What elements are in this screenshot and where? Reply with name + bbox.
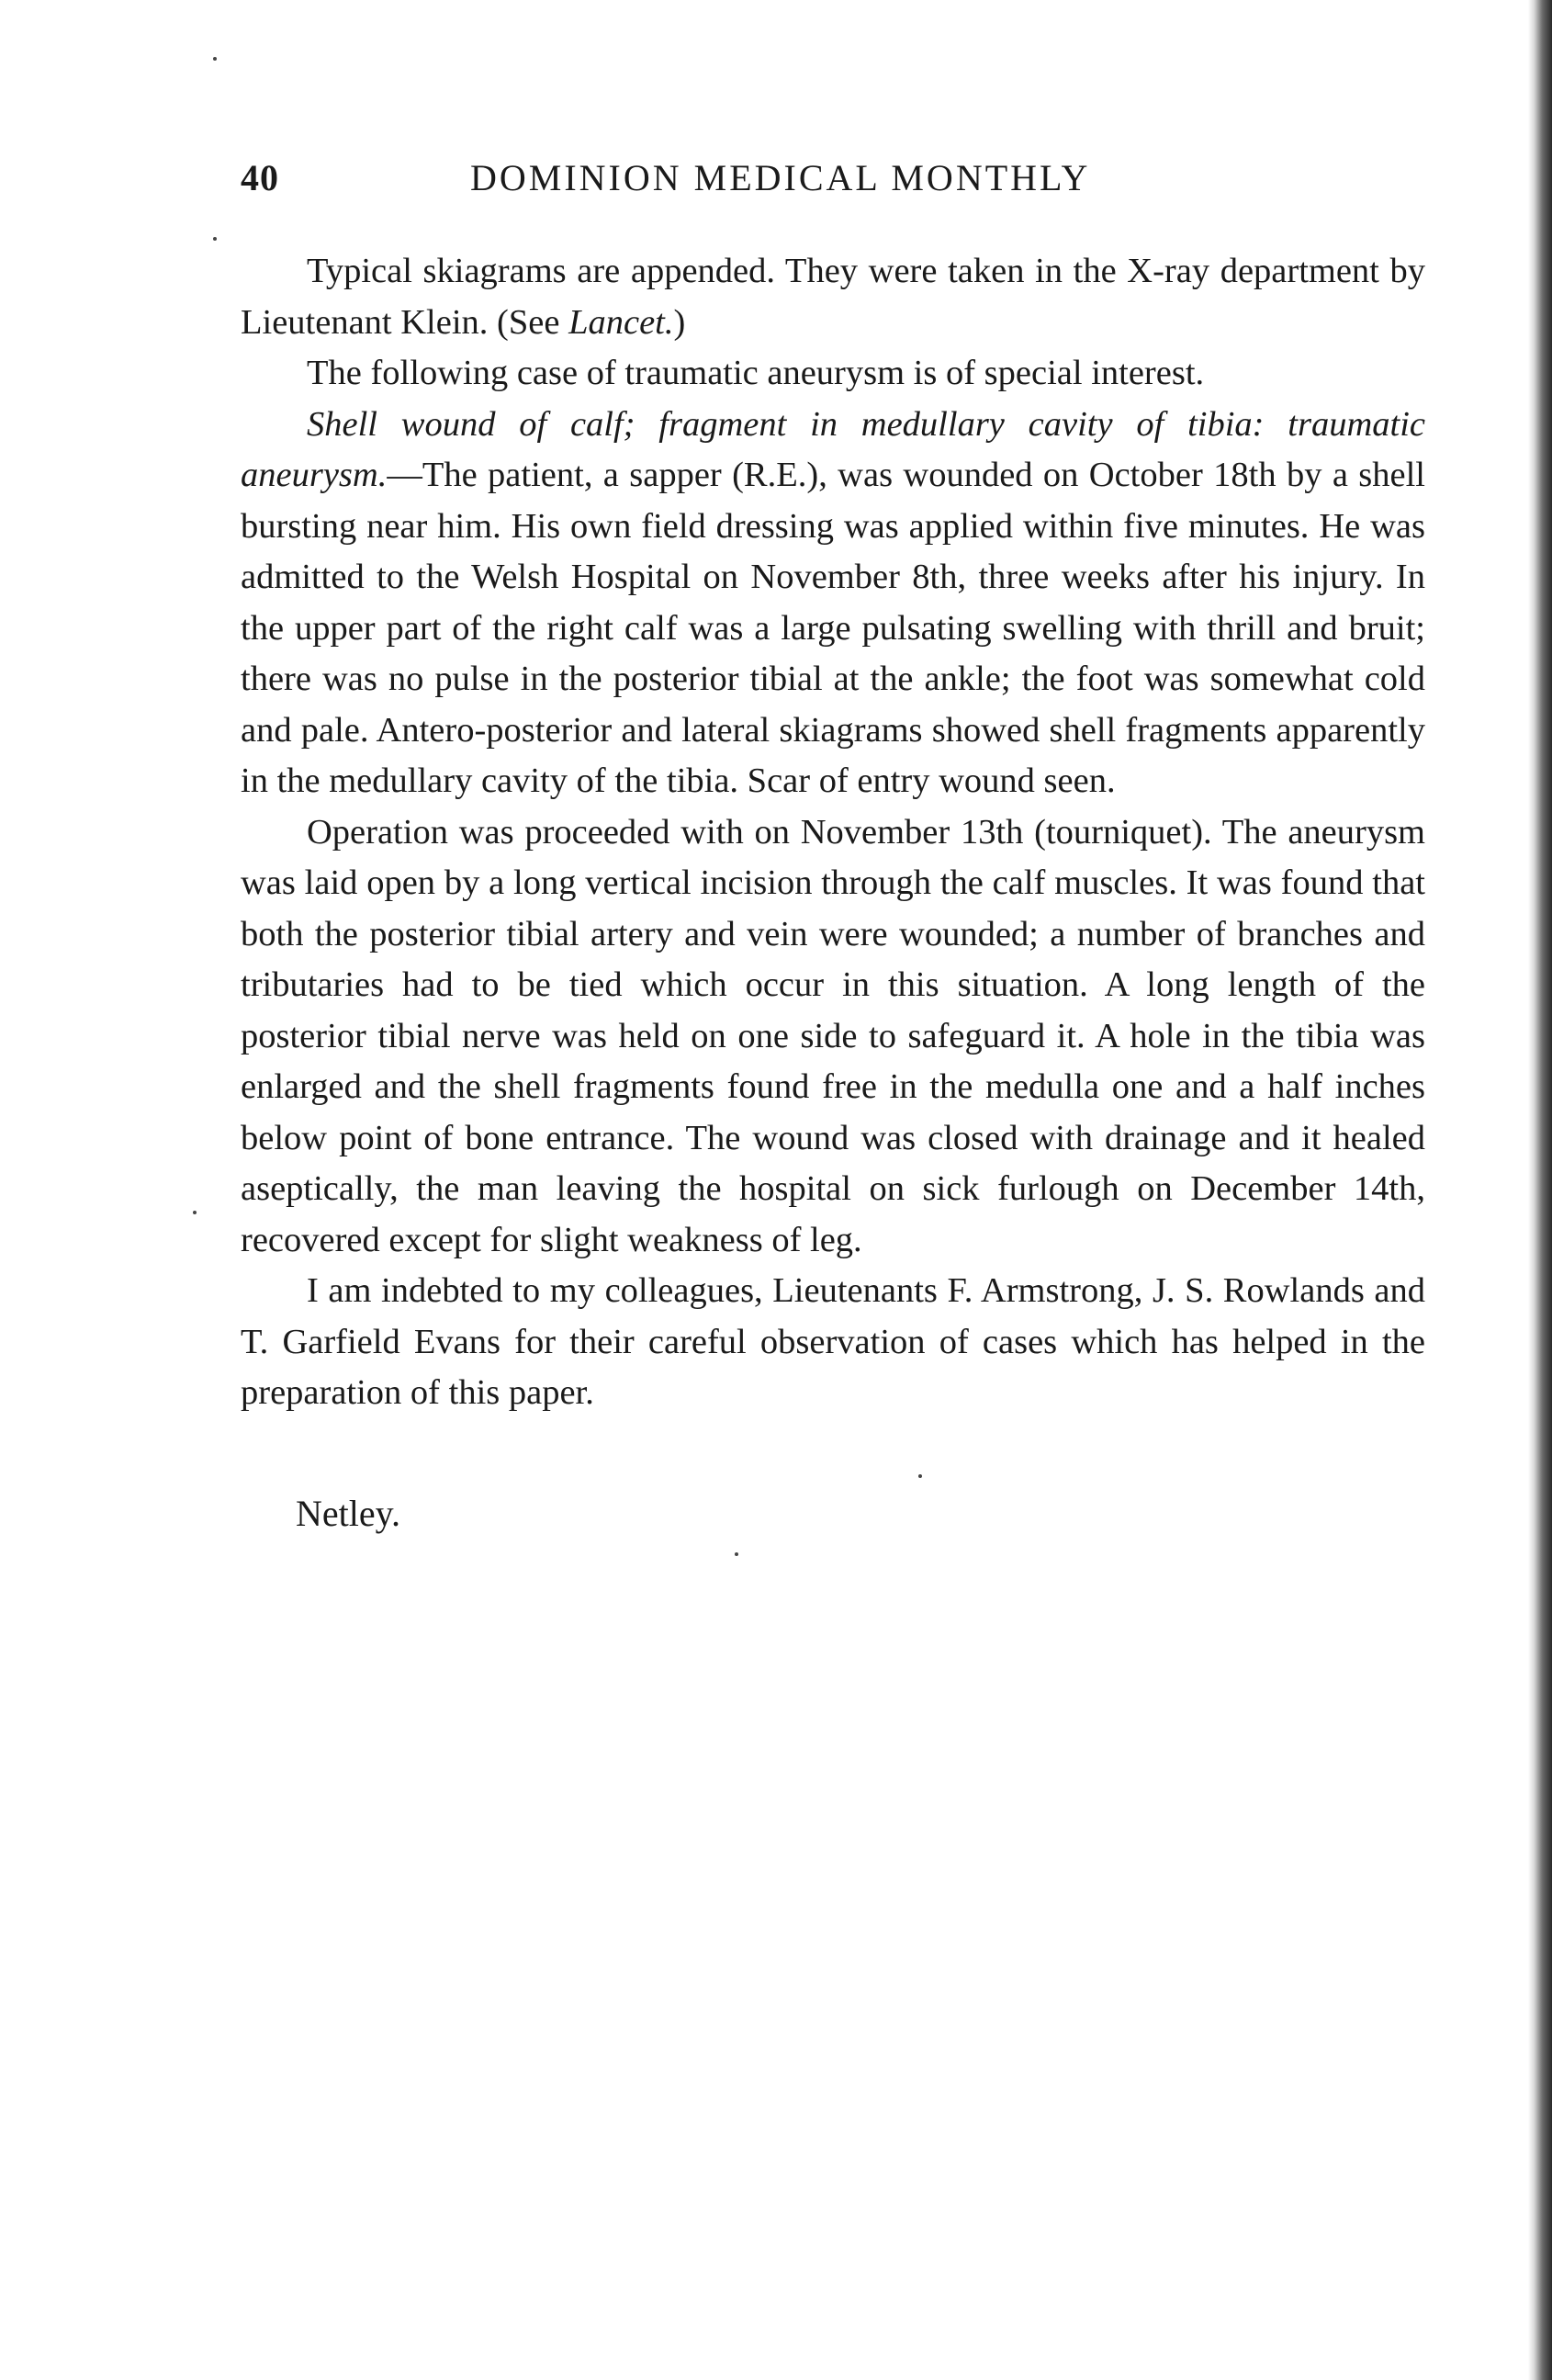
paragraph-skiagrams	[241, 246, 1425, 348]
print-speck	[918, 1474, 922, 1478]
print-speck	[213, 57, 217, 61]
signoff-location: Netley.	[296, 1493, 401, 1534]
page-number: 40	[241, 157, 279, 198]
paragraph-case-intro: The following case of traumatic aneurysm is of special interest.	[307, 354, 1205, 392]
print-speck	[213, 237, 217, 241]
citation-italic: Lancet.	[568, 302, 674, 342]
paragraph-case-history	[241, 400, 1425, 807]
print-speck	[193, 1211, 197, 1214]
case-heading-italic: Shell wound of calf; fragment in medullary cavity of tibia: traumatic aneurysm.	[241, 404, 1425, 494]
article-body	[241, 246, 1425, 1419]
paragraph-text: )	[673, 302, 686, 342]
running-title: DOMINION MEDICAL MONTHLY	[470, 157, 1091, 198]
paragraph-text: —The patient, a sapper (R.E.), was wounded on October 18th by a shell bursting near him. His own field dressing was applied within five minutes. He was admitted to the Welsh Hospital on November 8th, three weeks after his injury. In the upper part of the right calf was a large pulsating swelling with thrill and bruit; there was no pulse in the posterior tibial at the ankle; the foot was somewhat cold and pale. Antero-posterior and lateral skiagrams showed shell fragments apparently in the medullary cavity of the tibia. Scar of entry wound seen.	[241, 456, 1425, 800]
paragraph-operation: Operation was proceeded with on November 13th (tourniquet). The aneurysm was laid open by a long vertical incision through the calf muscles. It was found that both the posterior tibial artery and vein were wounded; a number of branches and tributaries had to be tied which occur in this situation. A long length of the posterior tibial nerve was held on one side to safeguard it. A hole in the tibia was enlarged and the shell fragments found free in the medulla one and a half inches below point of bone entrance. The wound was closed with drainage and it healed aseptically, the man leaving the hospital on sick furlough on December 14th, recovered except for slight weakness of leg.	[241, 812, 1425, 1259]
page-edge	[1528, 0, 1552, 2380]
print-speck	[735, 1552, 738, 1556]
paragraph-acknowledgement: I am indebted to my colleagues, Lieutenants F. Armstrong, J. S. Rowlands and T. Garfield Evans for their careful observation of cases which has helped in the preparation of this paper.	[241, 1271, 1425, 1412]
page-header	[241, 156, 1425, 211]
paragraph-text: Typical skiagrams are appended. They were taken in the X-ray department by Lieutenant Klein. (See	[241, 252, 1425, 342]
